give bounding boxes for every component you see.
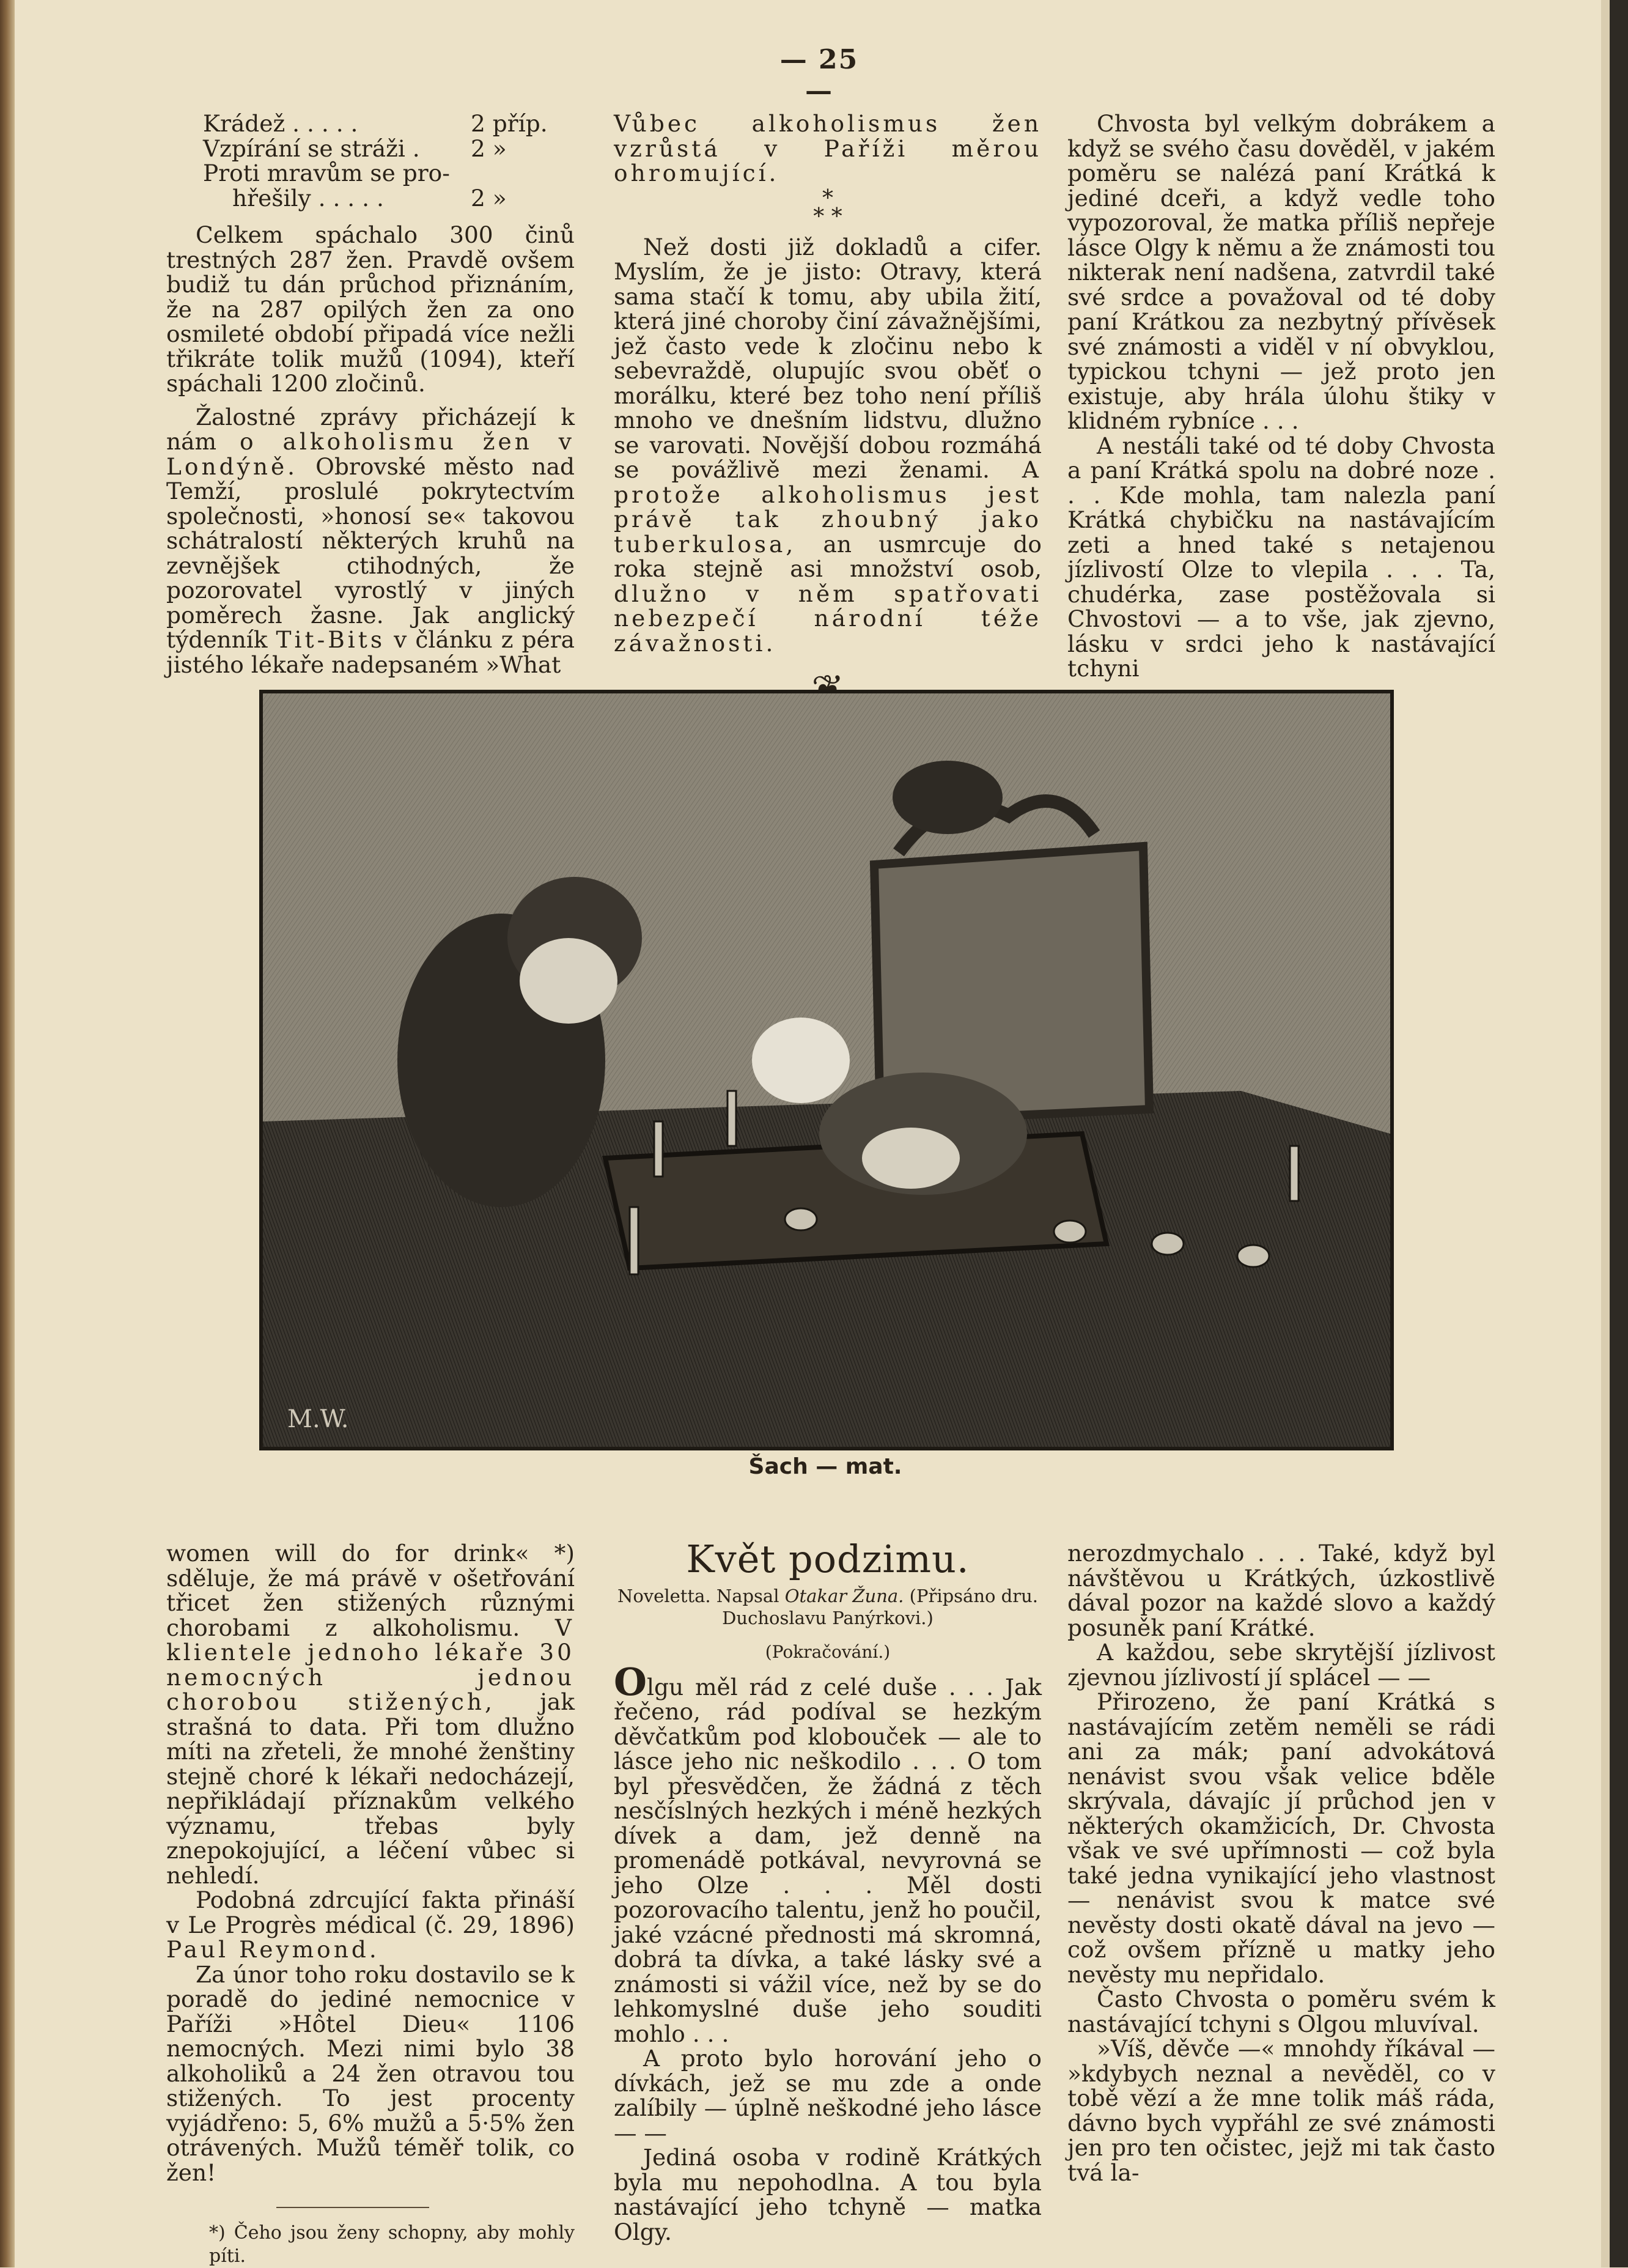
- story-byline: [614, 1585, 1042, 1629]
- paragraph: A proto bylo horování jeho o dívkách, jež se mu zde a onde zalíbily — úplně neškodné jeho lásce — —: [614, 2045, 1042, 2146]
- text-run: Noveletta. Napsal: [617, 1586, 785, 1606]
- text-run: Žalostné zprávy přicházejí k nám: [166, 403, 575, 455]
- table-label: hřešily . . . . .: [232, 184, 384, 212]
- paragraph: Celkem spáchalo 300 činů trestných 287 žen. Pravdě ovšem budiž tu dán průchod přiznáním, že na 287 opilých žen za ono osmileté období připadá více nežli třikráte tolik mužů (1094), kteří spáchali 1200 zločinů.: [166, 221, 575, 397]
- paragraph: Jediná osoba v rodině Krátkých byla mu nepohodlna. A tou byla nastávající jeho tchyně — matka Olgy.: [614, 2144, 1042, 2245]
- paragraph: [614, 235, 1042, 656]
- table-value: 2 »: [471, 184, 507, 212]
- kitten-on-chair: [893, 761, 1003, 834]
- crime-table: [166, 111, 575, 210]
- paragraph: nerozdmychalo . . . Také, když byl návštěvou u Krátkých, úzkostlivě dával pozor na každé slovo a každý posuněk paní Krátké.: [1067, 1540, 1495, 1641]
- table-value: 2 příp.: [471, 110, 548, 137]
- table-row: [166, 161, 575, 186]
- paragraph: Přirozeno, že paní Krátká s nastávajícím zetěm neměli se rádi ani za mák; paní advokátová nenávist svou však velice bděle skrývala, dávajíc jí průchod jen v některých okamžicích, Dr. Chvosta však ve své upřímnosti — což byla také jedna vynikající jeho vlastnost — nenávist svou k matce své nevěsty dosti okatě dával na jevo — což ovšem přízně u matky jeho nevěsty mu nepřidalo.: [1067, 1688, 1495, 1988]
- table-value: 2 »: [471, 135, 507, 162]
- paragraph: Chvosta byl velkým dobrákem a když se svého času dověděl, v jakém poměru se nalézá paní Krátká k jediné dceři, a když vedle toho vypozoroval, že matka příliš nepřeje lásce Olgy k němu a že známosti tou nikterak není nadšena, zatvrdil také své srdce a považoval od té doby paní Krátkou za nezbytný přívěsek své známosti a viděl v ní obvyklou, typickou tchyni — jež proto jen existuje, aby hrála úlohu štiky v klidném rybníce . . .: [1067, 110, 1495, 434]
- footnote-divider: [276, 2207, 429, 2208]
- column-6: [1067, 1541, 1495, 2185]
- paragraph: »Víš, děvče —« mnohdy říkával — »kdybych neznal a nevěděl, co v tobě vězí a že mne tolik máš ráda, dávno bych vypřáhl ze své známosti jen pro ten očistec, jejž mi tak často tvá la-: [1067, 2035, 1495, 2186]
- spaced-text: V klientele jednoho lékaře 30 nemocných jednou chorobou stižených,: [166, 1614, 575, 1715]
- table-label: Vzpírání se stráži .: [203, 135, 420, 162]
- text-run: an usmrcuje do roka stejně asi množství osob,: [614, 530, 1042, 582]
- table-label: Krádež . . . . .: [203, 110, 358, 137]
- text-run: v článku z péra jistého lékaře nadepsaném »What: [166, 626, 575, 678]
- column-4: [166, 1541, 575, 2268]
- spaced-text: A protože alkoholismus jest právě tak zhoubný jako tuberkulosa,: [614, 456, 1042, 558]
- table-label: Proti mravům se pro-: [203, 160, 450, 187]
- text-run: Podobná zdrcující fakta přináší v Le Progrès médical (č. 29, 1896): [166, 1886, 575, 1938]
- column-5: [614, 1536, 1042, 2244]
- paragraph: [614, 111, 1042, 186]
- section-separator: [614, 185, 1042, 232]
- spaced-text: o alkoholismu žen v Londýně.: [166, 428, 575, 480]
- illustration: [259, 690, 1394, 1450]
- paragraph: A nestáli také od té doby Chvosta a paní Krátká spolu na dobré noze . . . Kde mohla, tam nalezla paní Krátká chybičku na nastávajícím zeti a hned také s netajenou jízlivostí Olze to vlepila . . . Ta, chudérka, zase postěžovala si Chvostovi — a to vše, jak zjevno, lásku v srdci jeho k nastávající tchyni: [1067, 432, 1495, 682]
- text-run: jak strašná to data. Při tom dlužno míti na zřeteli, že mnohé ženštiny stejně choré k lékaři nedocházejí, nepřikládají příznakům velkého významu, třebas byly znepokojující, a léčení vůbec si nehledí.: [166, 1688, 575, 1889]
- paragraph: A každou, sebe skrytější jízlivost zjevnou jízlivostí jí splácel — —: [1067, 1639, 1495, 1691]
- spaced-text: Paul Reymond.: [166, 1936, 380, 1963]
- author-name: Otakar Žuna.: [784, 1586, 904, 1606]
- page-number: — 25 —: [779, 44, 859, 106]
- text-run: Než dosti již dokladů a cifer. Myslím, že je jisto: Otravy, která sama stačí k tomu, aby ubila žití, která jiné choroby činí závažnějšími, jež často vede k zločinu nebo k sebevraždě, olupujíc svou oběť o morálku, které bez toho není příliš mnoho ve dnešním lidstvu, dlužno se varovati. Novější dobou rozmáhá se povážlivě mezi ženami.: [614, 233, 1042, 483]
- figure-caption: Šach — mat.: [748, 1454, 902, 1479]
- spaced-text: dlužno v něm spatřovati nebezpečí národní téže závažnosti.: [614, 580, 1042, 657]
- scan-border: [1610, 0, 1628, 2267]
- column-3: [1067, 111, 1495, 681]
- table-row: [166, 136, 575, 161]
- table-value: [471, 161, 575, 186]
- white-kitten: [752, 1018, 850, 1103]
- text-run: lgu měl rád z celé duše . . . Jak řečeno, rád podíval se hezkým děvčatkům pod klobouček — ale to lásce jeho nic neškodilo . . . O tom byl přesvědčen, že žádná z těch nesčíslných hezkých i méně hezkých dívek a dam, jež denně na promenádě potkával, nevyrovná se jeho Olze . . . Měl dosti pozorovacího talentu, jenž ho poučil, jaké vzácné přednosti má skromná, dobrá ta dívka, a také lásky své a známosti si vážil více, než by se do lehkomyslné duše jeho souditi mohlo . . .: [614, 1673, 1042, 2047]
- kitten-belly: [862, 1128, 960, 1189]
- star: * *: [813, 204, 842, 229]
- kittens-chess-engraving: [263, 693, 1390, 1447]
- column-1: [166, 111, 575, 677]
- spaced-text: Tit-Bits: [276, 626, 386, 653]
- paragraph: Často Chvosta o poměru svém k nastávající tchyni s Olgou mluvíval.: [1067, 1985, 1495, 2037]
- text-run: women will do for drink« *) sděluje, že má právě v ošetřování třicet žen stižených různými chorobami z alkoholismu.: [166, 1540, 575, 1641]
- text-run: Obrovské město nad Temží, proslulé pokrytectvím společnosti, »honosí se« takovou schátralostí některých kruhů na zevnějšek ctihodných, že pozorovatel vyrostlý v jiných poměrech žasne. Jak anglický týdenník: [166, 452, 575, 653]
- footnote: *) Čeho jsou ženy schopny, aby mohly píti.: [209, 2222, 575, 2267]
- text-run: (Připsáno dru. Duchoslavu Panýrkovi.): [722, 1586, 1039, 1628]
- paragraph: [614, 1659, 1042, 2047]
- spaced-text: Vůbec alkoholismus žen vzrůstá v Paříži měrou ohromující.: [614, 110, 1042, 187]
- table-row: [166, 111, 575, 136]
- paragraph: [166, 405, 575, 678]
- continued-note: (Pokračování.): [765, 1642, 891, 1662]
- paragraph: [166, 1541, 575, 1888]
- paragraph: Za únor toho roku dostavilo se k poradě do jediné nemocnice v Paříži »Hôtel Dieu« 1106 nemocných. Mezi nimi bylo 38 alkoholiků a 24 žen otravou tou stižených. To jest procenty vyjádřeno: 5, 6% mužů a 5·5% žen otrávených. Mužů téměř tolik, co žen!: [166, 1960, 575, 2186]
- table-row: [166, 186, 575, 211]
- column-2: [614, 111, 1042, 703]
- artist-signature: M.W.: [287, 1405, 349, 1433]
- star: *: [822, 185, 833, 211]
- book-spine: [0, 0, 15, 2267]
- story-title: Květ podzimu.: [686, 1537, 970, 1581]
- paragraph: [166, 1888, 575, 1962]
- page-edge: [1601, 0, 1610, 2267]
- drop-cap: O: [614, 1659, 647, 1704]
- cat-sitting-chest: [520, 938, 617, 1024]
